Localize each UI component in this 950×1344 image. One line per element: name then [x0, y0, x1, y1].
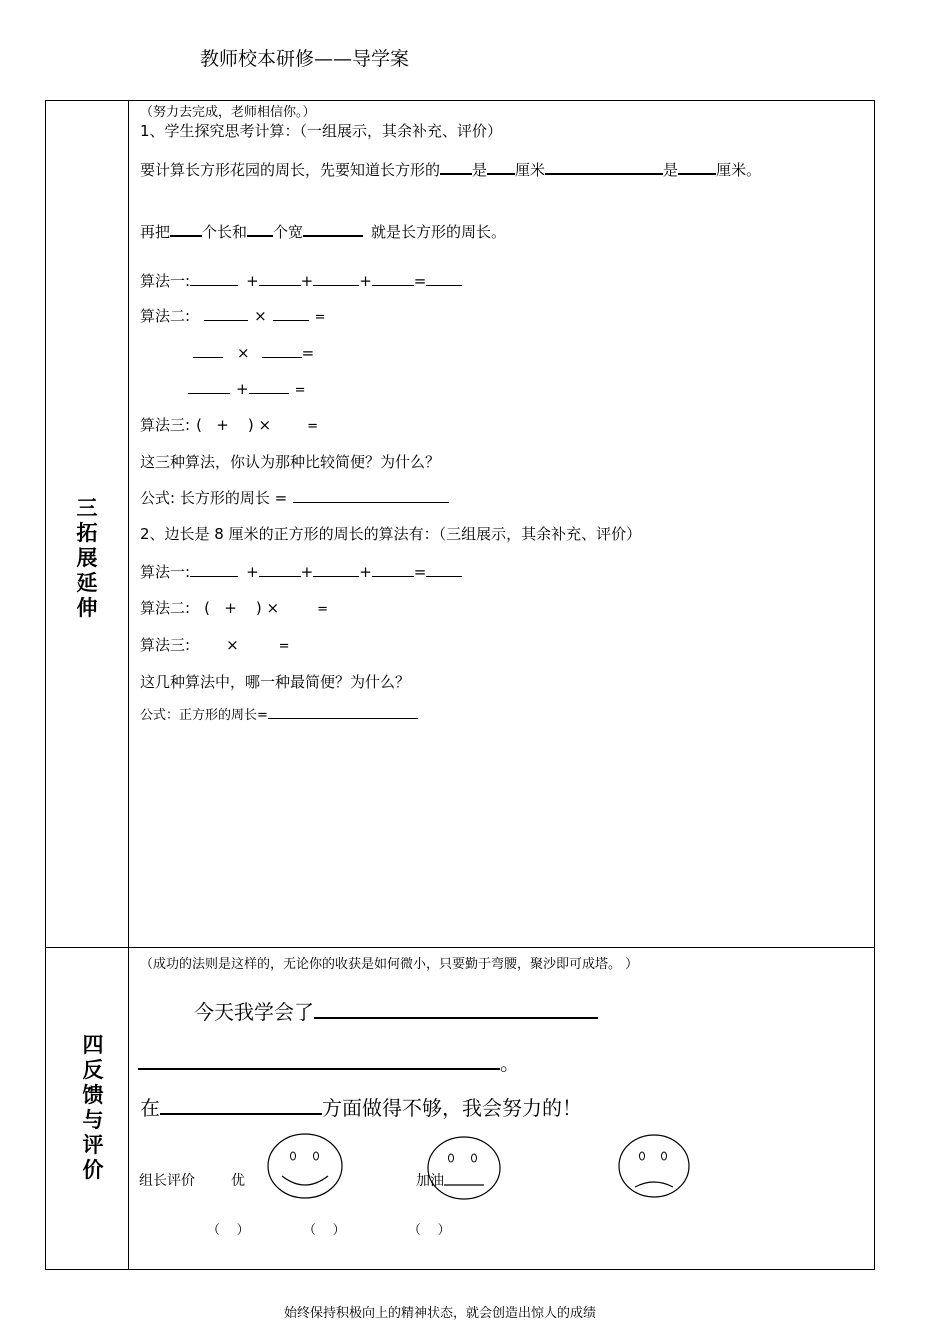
neutral-face-icon — [426, 1135, 502, 1201]
section-3-label: 三 拓 展 延 伸 — [76, 496, 98, 620]
question-1-line-1: 要计算长方形花园的周长，先要知道长方形的 是 厘米 是 厘米。 — [140, 157, 761, 180]
row-divider — [45, 947, 874, 948]
method-2-row-2: × = — [193, 343, 314, 362]
page-title: 教师校本研修——导学案 — [200, 48, 410, 70]
question-1-why: 这三种算法，你认为那种比较简便？为什么？ — [140, 453, 441, 471]
square-formula: 公式：正方形的周长= — [140, 704, 418, 723]
improve-line: 在 方面做得不够，我会努力的！ — [140, 1092, 582, 1121]
rating-bracket-1[interactable]: （ ） — [207, 1223, 250, 1238]
learned-line: 今天我学会了 — [194, 996, 598, 1025]
q2-method-3-row: 算法三: × = — [140, 636, 290, 654]
column-divider — [128, 100, 129, 1269]
question-2-title: 2、边长是 8 厘米的正方形的周长的算法有：（三组展示，其余补充、评价） — [140, 525, 642, 543]
rating-bracket-2[interactable]: （ ） — [303, 1223, 346, 1238]
happy-face-icon — [266, 1132, 344, 1200]
footer-motto: 始终保持积极向上的精神状态，就会创造出惊人的成绩 — [284, 1306, 597, 1321]
method-1-row: 算法一: + + + = — [140, 270, 462, 291]
rating-label: 组长评价 — [139, 1173, 195, 1189]
rating-option-good — [401, 1170, 415, 1190]
question-1-line-2: 再把 个长和 个宽 就是长方形的周长。 — [140, 219, 506, 242]
question-2-why: 这几种算法中，哪一种最简便？为什么？ — [140, 673, 411, 691]
learned-continuation: 。 — [138, 1047, 520, 1076]
method-3-row: 算法三: ( + ) × = — [140, 416, 318, 434]
method-2-row-3: + = — [188, 379, 305, 398]
method-2-row: 算法二: × = — [140, 307, 326, 325]
section-4-label: 四 反 馈 与 评 价 — [82, 1033, 104, 1182]
rating-bracket-3[interactable]: （ ） — [408, 1223, 451, 1238]
rectangle-formula: 公式: 长方形的周长 = — [140, 487, 449, 508]
sad-face-icon — [617, 1133, 691, 1199]
q2-method-1-row: 算法一: + + + = — [140, 561, 462, 582]
question-1-title: 1、学生探究思考计算：（一组展示，其余补充、评价） — [140, 122, 503, 140]
rating-option-keep-going: 加油 — [416, 1173, 444, 1189]
q2-method-2-row: 算法二: ( + ) × = — [140, 599, 328, 617]
section-3-note: （努力去完成，老师相信你。） — [140, 105, 316, 120]
section-4-note: （成功的法则是这样的，无论你的收获是如何微小，只要勤于弯腰，聚沙即可成塔。 ） — [140, 957, 639, 972]
rating-option-excellent: 优 — [231, 1173, 245, 1189]
